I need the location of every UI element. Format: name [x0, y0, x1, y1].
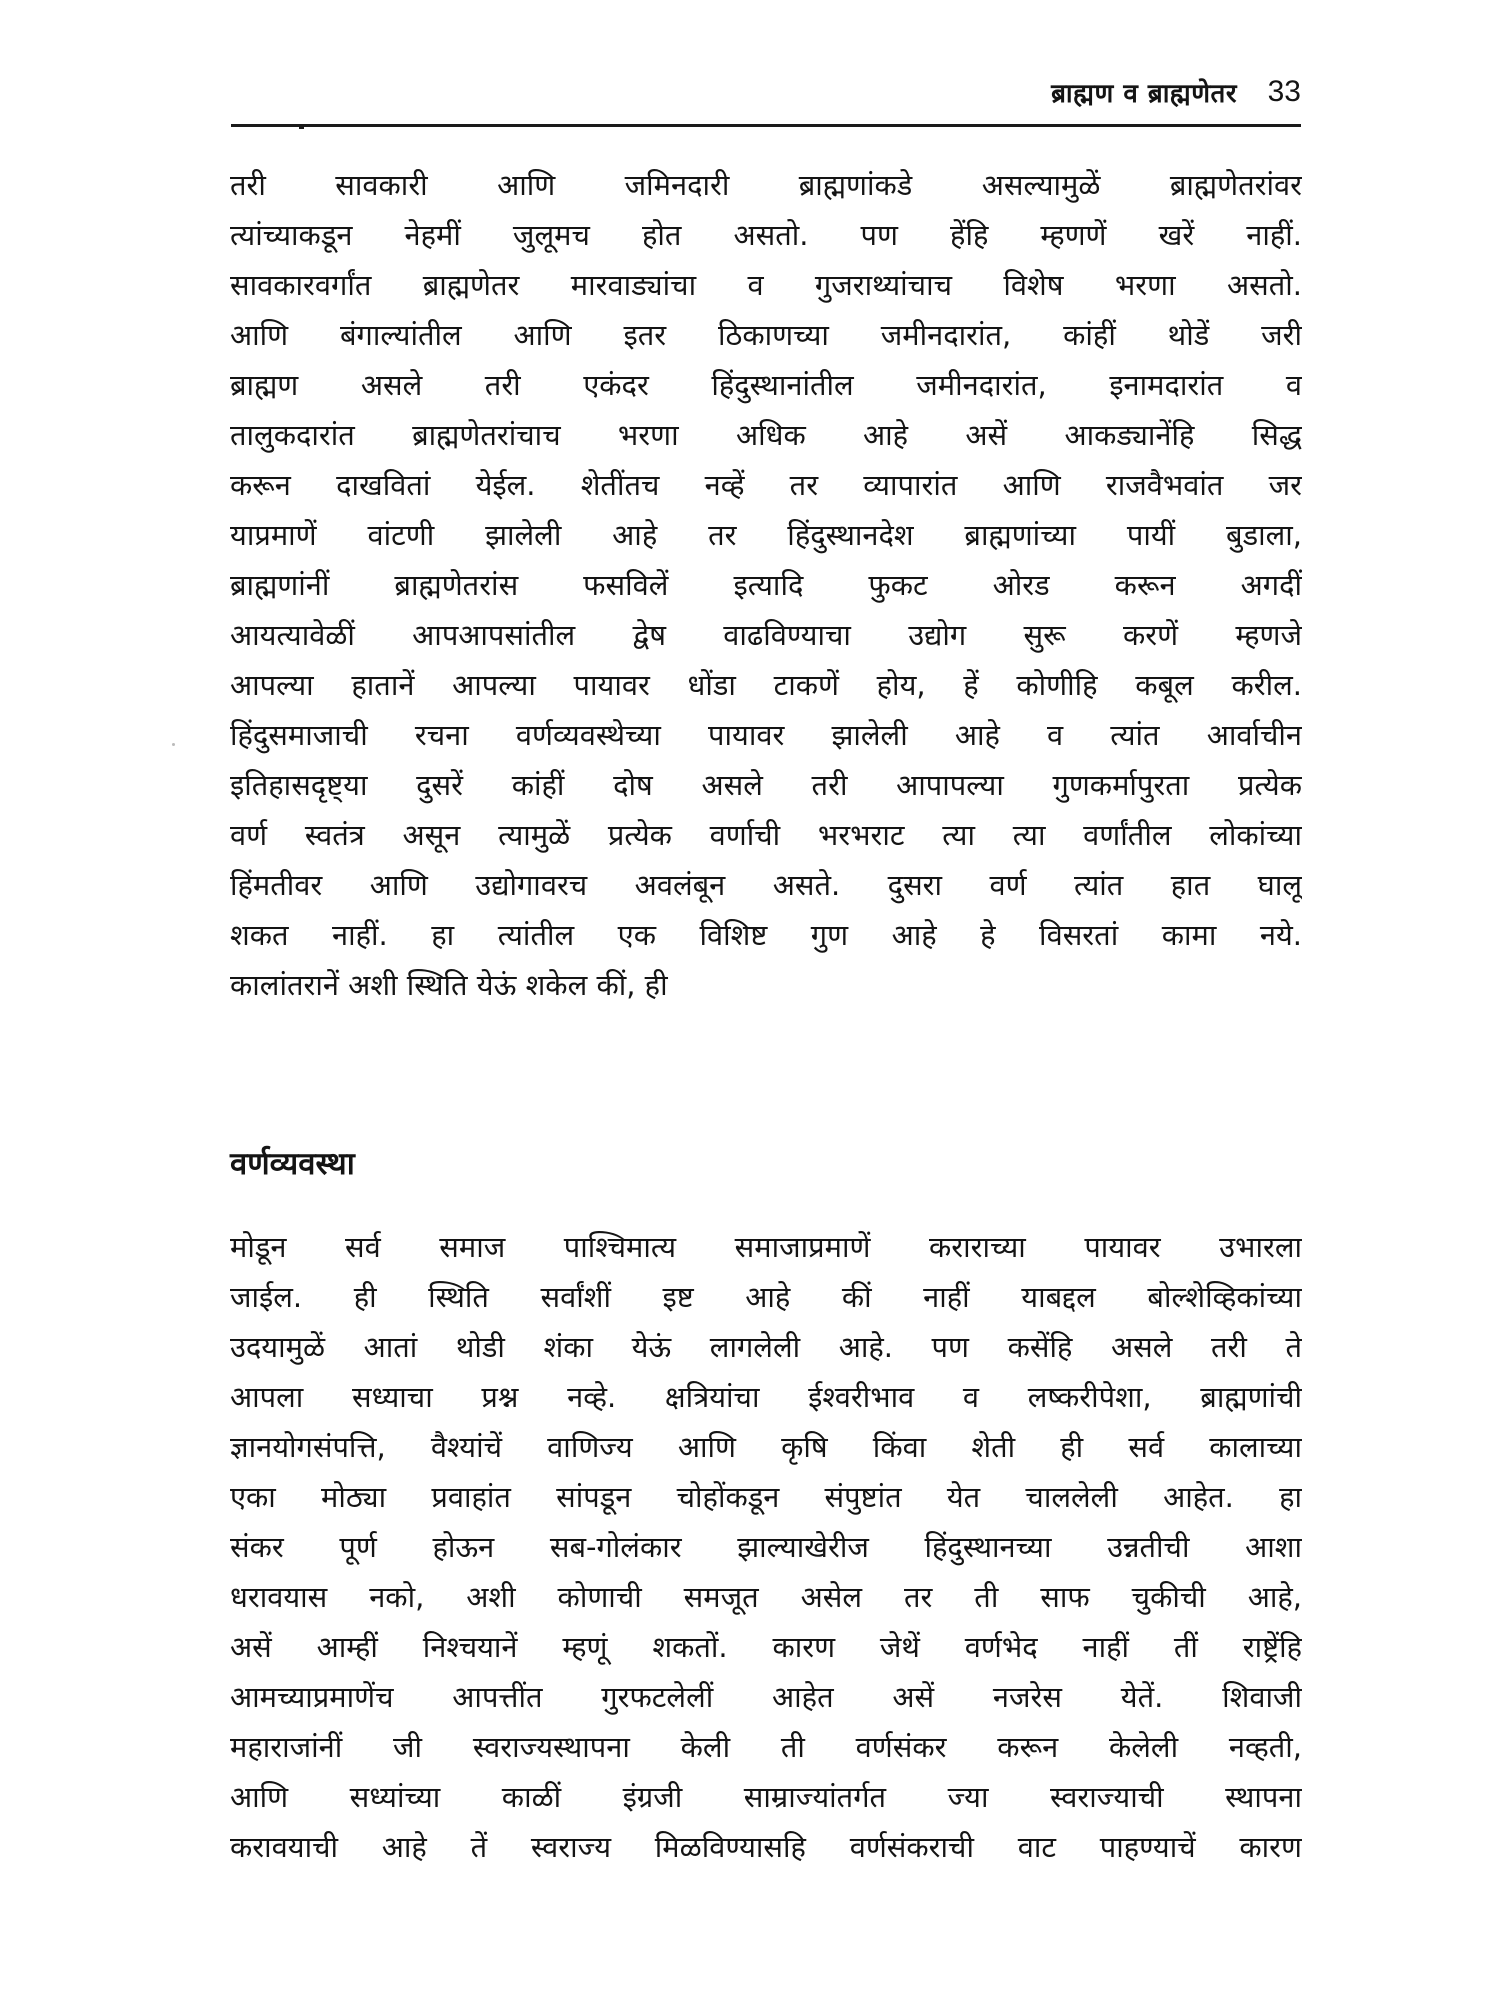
text-line: तरी सावकारी आणि जमिनदारी ब्राह्मणांकडे असल्यामुळें ब्राह्मणेतरांवर	[230, 168, 1302, 202]
page-number: 33	[1267, 75, 1301, 108]
text-line: ब्राह्मणांनीं ब्राह्मणेतरांस फसविलें इत्यादि फुकट ओरड करून अगदीं	[230, 568, 1302, 602]
margin-speck	[172, 743, 175, 746]
text-line: करावयाची आहे तें स्वराज्य मिळविण्यासहि वर्णसंकराची वाट पाहण्याचें कारण	[230, 1830, 1302, 1864]
text-line: ब्राह्मण असले तरी एकंदर हिंदुस्थानांतील जमीनदारांत, इनामदारांत व	[230, 368, 1302, 402]
text-line: असें आम्हीं निश्चयानें म्हणूं शकतों. कारण जेथें वर्णभेद नाहीं तीं राष्ट्रेंहि	[230, 1630, 1302, 1664]
text-line: शकत नाहीं. हा त्यांतील एक विशिष्ट गुण आहे हे विसरतां कामा नये.	[230, 918, 1302, 952]
text-line: वर्ण स्वतंत्र असून त्यामुळें प्रत्येक वर्णाची भरभराट त्या त्या वर्णांतील लोकांच्या	[230, 818, 1302, 852]
text-line: महाराजांनीं जी स्वराज्यस्थापना केली ती वर्णसंकर करून केलेली नव्हती,	[230, 1730, 1302, 1764]
section-heading: वर्णव्यवस्था	[230, 1146, 355, 1182]
header-rule-mark	[299, 124, 304, 129]
text-line: तालुकदारांत ब्राह्मणेतरांचाच भरणा अधिक आहे असें आकड्यानेंहि सिद्ध	[230, 418, 1302, 452]
text-line: धरावयास नको, अशी कोणाची समजूत असेल तर ती साफ चुकीची आहे,	[230, 1580, 1302, 1614]
text-line: सावकारवर्गांत ब्राह्मणेतर मारवाड्यांचा व गुजराथ्यांचाच विशेष भरणा असतो.	[230, 268, 1302, 302]
text-line: संकर पूर्ण होऊन सब-गोलंकार झाल्याखेरीज हिंदुस्थानच्या उन्नतीची आशा	[230, 1530, 1302, 1564]
text-line: एका मोठ्या प्रवाहांत सांपडून चोहोंकडून संपुष्टांत येत चाललेली आहेत. हा	[230, 1480, 1302, 1514]
text-line: कालांतरानें अशी स्थिति येऊं शकेल कीं, ही	[230, 968, 668, 1002]
paragraph-2	[230, 1222, 1302, 1872]
paragraph-1	[230, 160, 1302, 1010]
text-line: हिंदुसमाजाची रचना वर्णव्यवस्थेच्या पायावर झालेली आहे व त्यांत आर्वाचीन	[230, 718, 1302, 752]
text-line: हिंमतीवर आणि उद्योगावरच अवलंबून असते. दुसरा वर्ण त्यांत हात घालू	[230, 868, 1302, 902]
text-line: त्यांच्याकडून नेहमीं जुलूमच होत असतो. पण हेंहि म्हणणें खरें नाहीं.	[230, 218, 1302, 252]
text-line: याप्रमाणें वांटणी झालेली आहे तर हिंदुस्थानदेश ब्राह्मणांच्या पायीं बुडाला,	[230, 518, 1302, 552]
text-line: मोडून सर्व समाज पाश्चिमात्य समाजाप्रमाणें कराराच्या पायावर उभारला	[230, 1230, 1302, 1264]
text-line: आणि सध्यांच्या काळीं इंग्रजी साम्राज्यांतर्गत ज्या स्वराज्याची स्थापना	[230, 1780, 1302, 1814]
text-line: उदयामुळें आतां थोडी शंका येऊं लागलेली आहे. पण कसेंहि असले तरी ते	[230, 1330, 1302, 1364]
text-line: इतिहासदृष्ट्या दुसरें कांहीं दोष असले तरी आपापल्या गुणकर्मापुरता प्रत्येक	[230, 768, 1302, 802]
text-line: ज्ञानयोगसंपत्ति, वैश्यांचें वाणिज्य आणि कृषि किंवा शेती ही सर्व कालाच्या	[230, 1430, 1302, 1464]
text-line: जाईल. ही स्थिति सर्वांशीं इष्ट आहे कीं नाहीं याबद्दल बोल्शेव्हिकांच्या	[230, 1280, 1302, 1314]
text-line: करून दाखवितां येईल. शेतींतच नव्हें तर व्यापारांत आणि राजवैभवांत जर	[230, 468, 1302, 502]
text-line: आपला सध्याचा प्रश्न नव्हे. क्षत्रियांचा ईश्वरीभाव व लष्करीपेशा, ब्राह्मणांची	[230, 1380, 1302, 1414]
text-line: आणि बंगाल्यांतील आणि इतर ठिकाणच्या जमीनदारांत, कांहीं थोडें जरी	[230, 318, 1302, 352]
text-line: आमच्याप्रमाणेंच आपत्तींत गुरफटलेलीं आहेत असें नजरेस येतें. शिवाजी	[230, 1680, 1302, 1714]
page-header	[231, 72, 1301, 127]
text-line: आयत्यावेळीं आपआपसांतील द्वेष वाढविण्याचा उद्योग सुरू करणें म्हणजे	[230, 618, 1302, 652]
running-title: ब्राह्मण व ब्राह्मणेतर	[1051, 79, 1237, 109]
text-line: आपल्या हातानें आपल्या पायावर धोंडा टाकणें होय, हें कोणीहि कबूल करील.	[230, 668, 1302, 702]
